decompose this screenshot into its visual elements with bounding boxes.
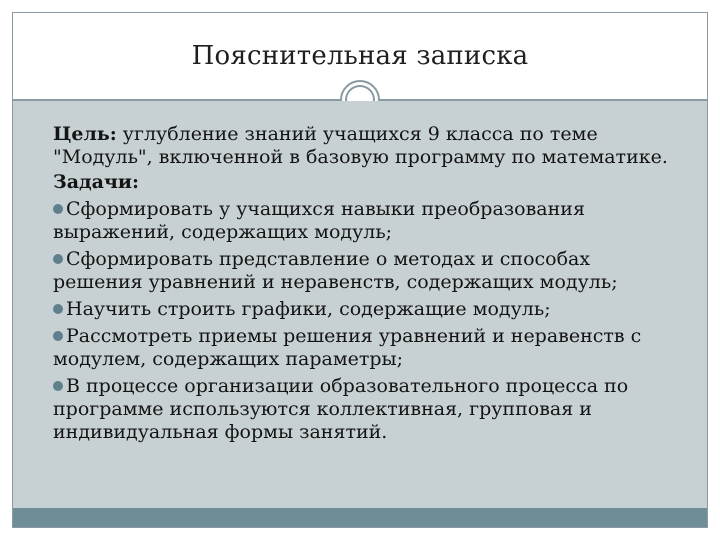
bottom-bar	[13, 508, 707, 527]
goal-text: углубление знаний учащихся 9 класса по теме "Модуль", включенной в базовую программу по математике.	[53, 123, 668, 168]
list-item	[53, 248, 681, 294]
task-text: Рассмотреть приемы решения уравнений и неравенств с модулем, содержащих параметры;	[53, 325, 642, 370]
task-text: Сформировать представление о методах и способах решения уравнений и неравенств, содержащих модуль;	[53, 248, 618, 293]
list-item	[53, 298, 681, 321]
tasks-label: Задачи:	[53, 171, 140, 193]
list-item	[53, 325, 681, 371]
tasks-heading	[53, 171, 681, 194]
slide-title: Пояснительная записка	[191, 41, 529, 71]
task-text: Сформировать у учащихся навыки преобразования выражений, содержащих модуль;	[53, 198, 585, 243]
list-item	[53, 198, 681, 244]
bullet-icon	[53, 204, 63, 214]
task-text: Научить строить графики, содержащие модуль;	[66, 298, 551, 320]
goal-paragraph	[53, 123, 681, 169]
bullet-icon	[53, 304, 63, 314]
goal-label: Цель:	[53, 123, 117, 145]
bullet-icon	[53, 331, 63, 341]
task-text: В процессе организации образовательного процесса по программе используются коллективная, групповая и индивидуальная формы занятий.	[53, 375, 629, 443]
list-item	[53, 375, 681, 444]
content-area	[13, 101, 707, 508]
body-text	[53, 123, 681, 444]
bullet-icon	[53, 381, 63, 391]
slide	[12, 12, 708, 528]
bullet-icon	[53, 254, 63, 264]
